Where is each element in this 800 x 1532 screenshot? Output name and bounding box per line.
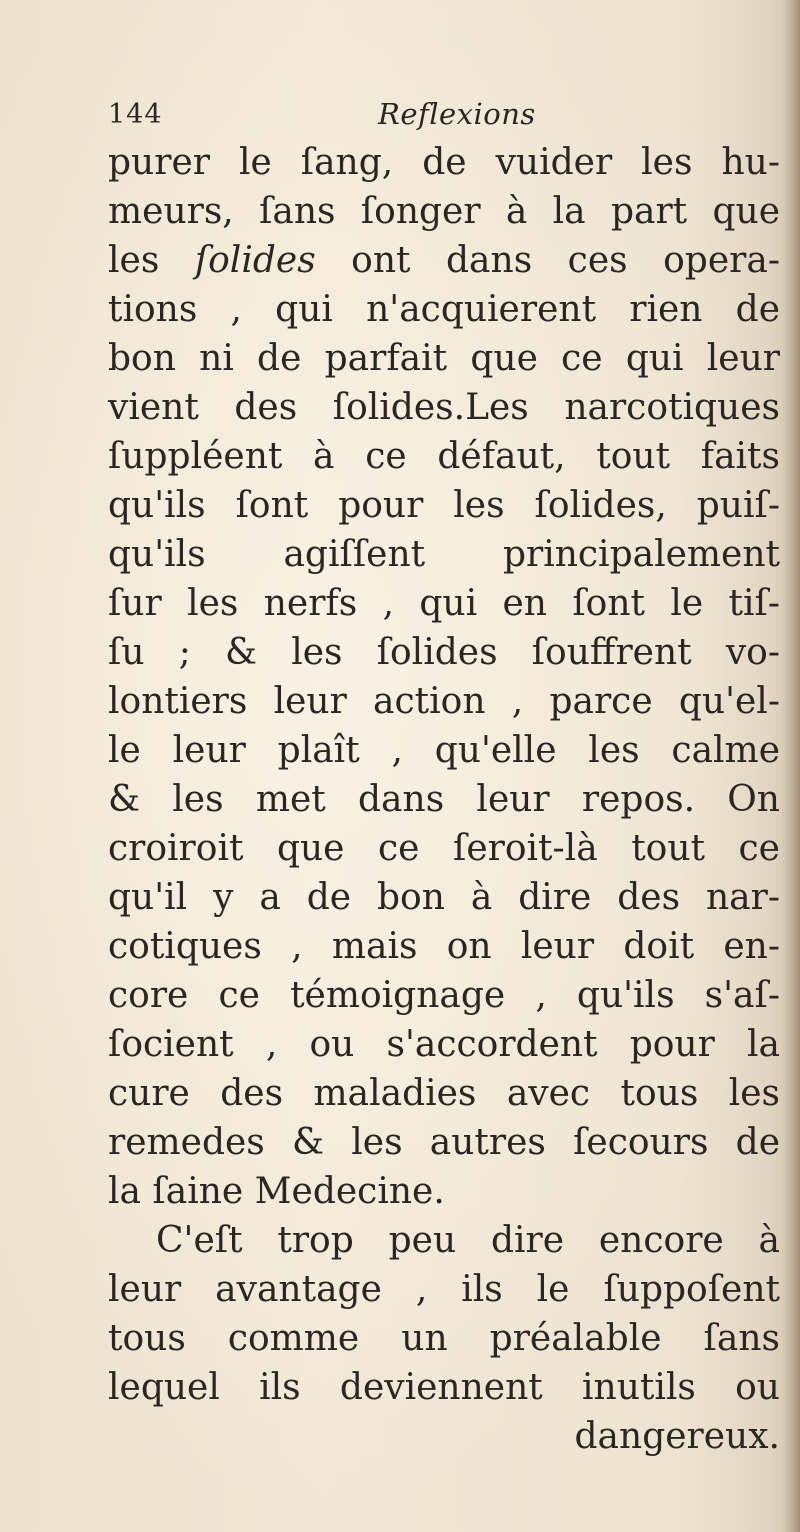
running-title: Reflexions	[378, 97, 536, 131]
text-line: leur avantage , ils le ſuppoſent	[108, 1269, 780, 1310]
text-line: bon ni de parfait que ce qui leur	[108, 338, 780, 379]
text-line: purer le ſang, de vuider les hu-	[108, 142, 780, 183]
page-header	[108, 97, 668, 137]
page-number: 144	[108, 99, 163, 130]
text-line: la ſaine Medecine.	[108, 1171, 445, 1212]
text-line: cotiques , mais on leur doit en-	[108, 926, 780, 967]
text-line: tions , qui n'acquierent rien de	[108, 289, 780, 330]
text-line: ſuppléent à ce défaut, tout faits	[108, 436, 780, 477]
text-line: lontiers leur action , parce qu'el-	[108, 681, 780, 722]
text-line-final: dangereux.	[574, 1416, 780, 1457]
text-line: lequel ils deviennent inutils ou	[108, 1367, 780, 1408]
text-fragment: ont dans ces opera-	[315, 240, 780, 281]
body-text	[108, 138, 780, 1461]
text-line-with-italic	[108, 236, 780, 285]
text-line: ſu ; & les ſolides ſouffrent vo-	[108, 632, 780, 673]
text-line: vient des ſolides.Les narcotiques	[108, 387, 780, 428]
italic-term: ſolides	[194, 240, 316, 281]
text-line: ſocient , ou s'accordent pour la	[108, 1024, 780, 1065]
text-line: qu'ils ſont pour les ſolides, puiſ-	[108, 485, 780, 526]
text-line: croiroit que ce ſeroit-là tout ce	[108, 828, 780, 869]
text-line: qu'ils agiſſent principalement	[108, 534, 780, 575]
text-line: tous comme un préalable ſans	[108, 1318, 780, 1359]
text-line: meurs, ſans ſonger à la part que	[108, 191, 780, 232]
text-line: core ce témoignage , qu'ils s'aſ-	[108, 975, 780, 1016]
text-line: remedes & les autres ſecours de	[108, 1122, 780, 1163]
text-line-indented: C'eſt trop peu dire encore à	[156, 1220, 780, 1261]
text-line: & les met dans leur repos. On	[108, 779, 780, 820]
text-line: qu'il y a de bon à dire des nar-	[108, 877, 780, 918]
text-line: ſur les nerfs , qui en ſont le tiſ-	[108, 583, 780, 624]
page-gutter-shadow	[782, 0, 800, 1532]
text-line: cure des maladies avec tous les	[108, 1073, 780, 1114]
text-line: le leur plaît , qu'elle les calme	[108, 730, 780, 771]
text-fragment: les	[108, 240, 195, 281]
